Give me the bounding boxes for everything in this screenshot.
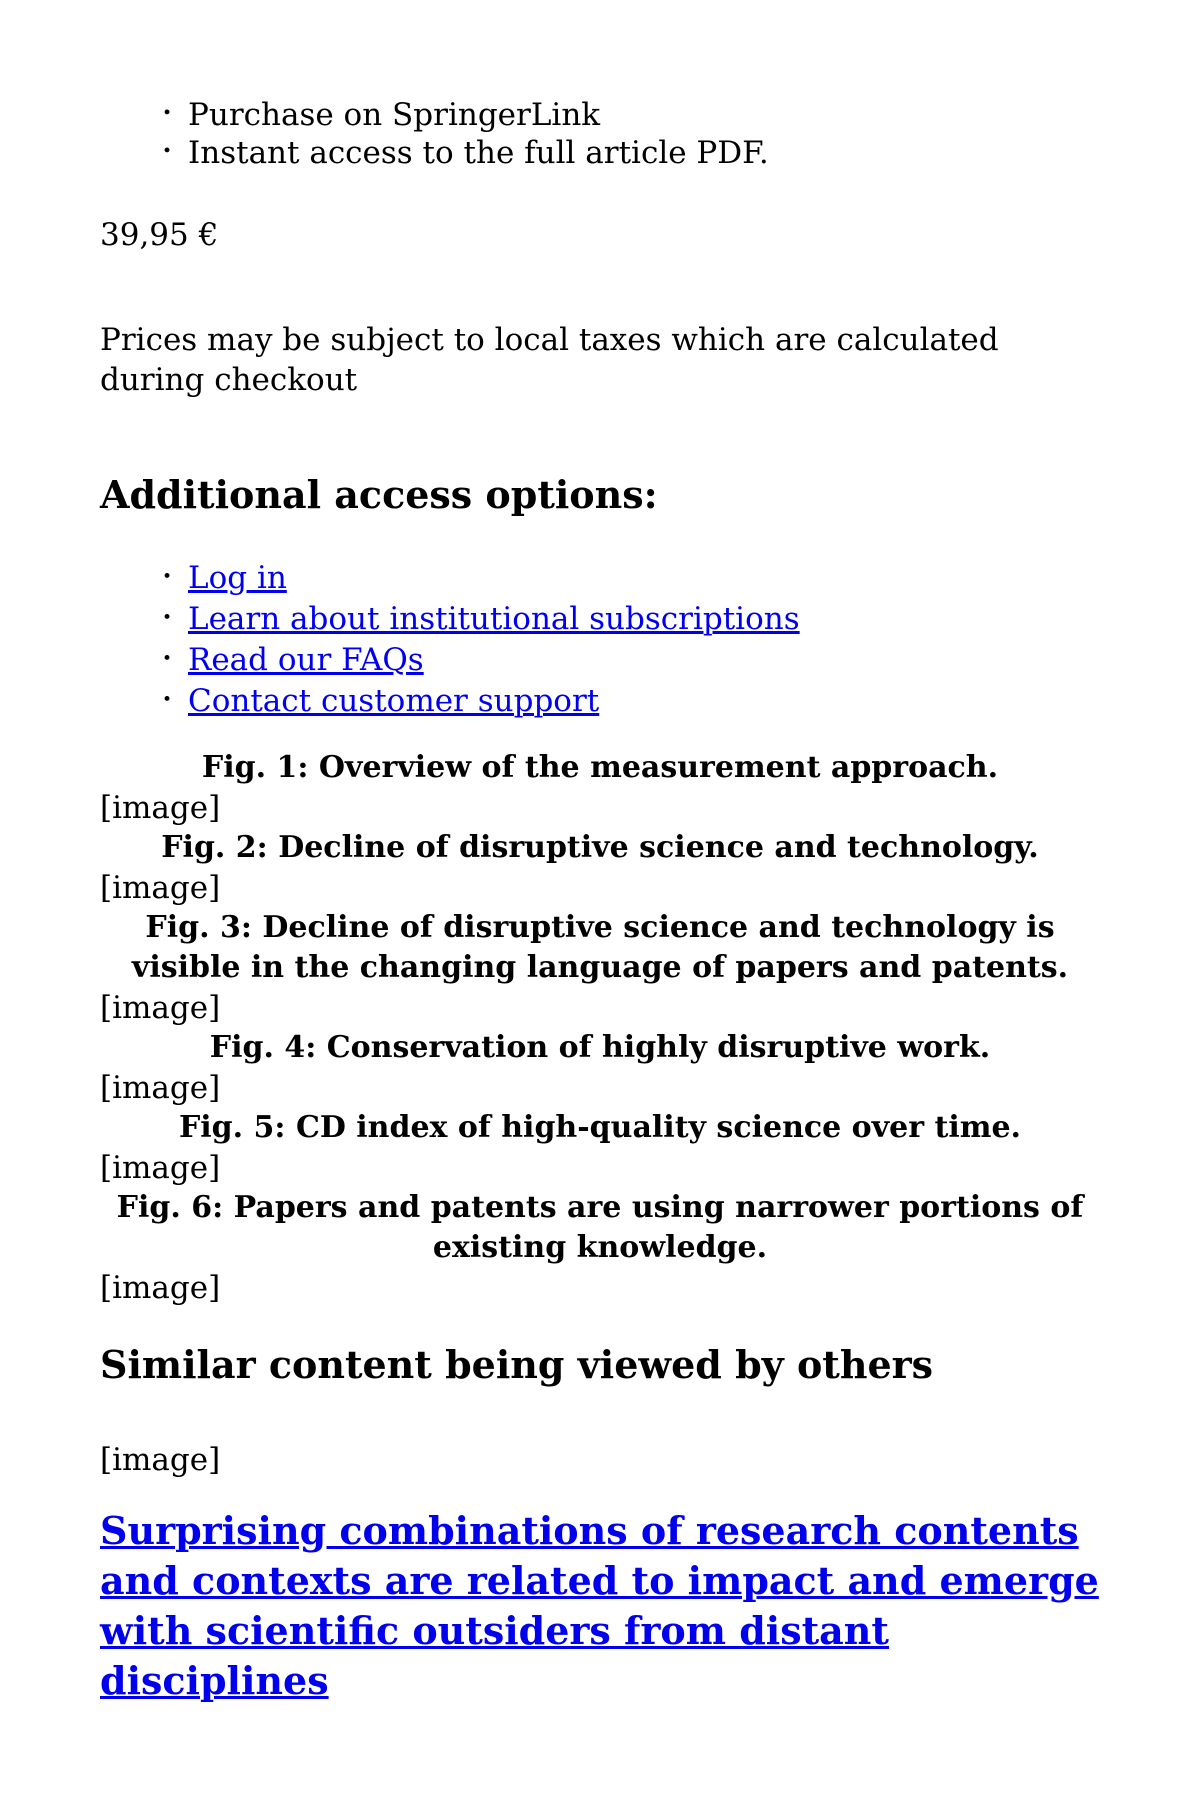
image-placeholder: [image] [100,790,221,826]
tax-note: Prices may be subject to local taxes which are calculated during checkout [100,322,999,398]
figure-2-caption: Fig. 2: Decline of disruptive science and technology. [161,830,1039,865]
purchase-benefit-pdf [188,134,1100,172]
purchase-benefit-springerlink [188,96,1100,134]
access-options-list [100,558,1100,722]
image-placeholder: [image] [100,1150,221,1186]
purchase-benefit-label: Instant access to the full article PDF. [188,135,769,171]
list-item [188,681,1100,722]
image-placeholder: [image] [100,1070,221,1106]
similar-article-link[interactable]: Surprising combinations of research contents and contexts are related to impact and emerge with scientific outsiders from distant disciplines [100,1508,1099,1703]
additional-access-heading: Additional access options: [100,472,658,517]
figures-section [100,748,1100,1308]
customer-support-link[interactable]: Contact customer support [188,683,600,719]
figure-3-caption: Fig. 3: Decline of disruptive science and technology is visible in the changing language of papers and patents. [131,910,1069,985]
figure-5-caption: Fig. 5: CD index of high-quality science over time. [178,1110,1021,1145]
price: 39,95 € [100,217,219,253]
similar-content-heading: Similar content being viewed by others [100,1342,934,1387]
image-placeholder: [image] [100,990,221,1026]
image-placeholder: [image] [100,1270,221,1306]
image-placeholder: [image] [100,870,221,906]
image-placeholder: [image] [100,1442,221,1478]
faqs-link[interactable]: Read our FAQs [188,642,424,678]
purchase-benefit-label: Purchase on SpringerLink [188,97,601,133]
figure-6-caption: Fig. 6: Papers and patents are using narrower portions of existing knowledge. [116,1190,1084,1265]
purchase-benefits-list [100,96,1100,172]
figure-4-caption: Fig. 4: Conservation of highly disruptive work. [209,1030,991,1065]
log-in-link[interactable]: Log in [188,560,287,596]
list-item [188,640,1100,681]
list-item [188,558,1100,599]
institutional-subscriptions-link[interactable]: Learn about institutional subscriptions [188,601,800,637]
list-item [188,599,1100,640]
figure-1-caption: Fig. 1: Overview of the measurement approach. [201,750,999,785]
